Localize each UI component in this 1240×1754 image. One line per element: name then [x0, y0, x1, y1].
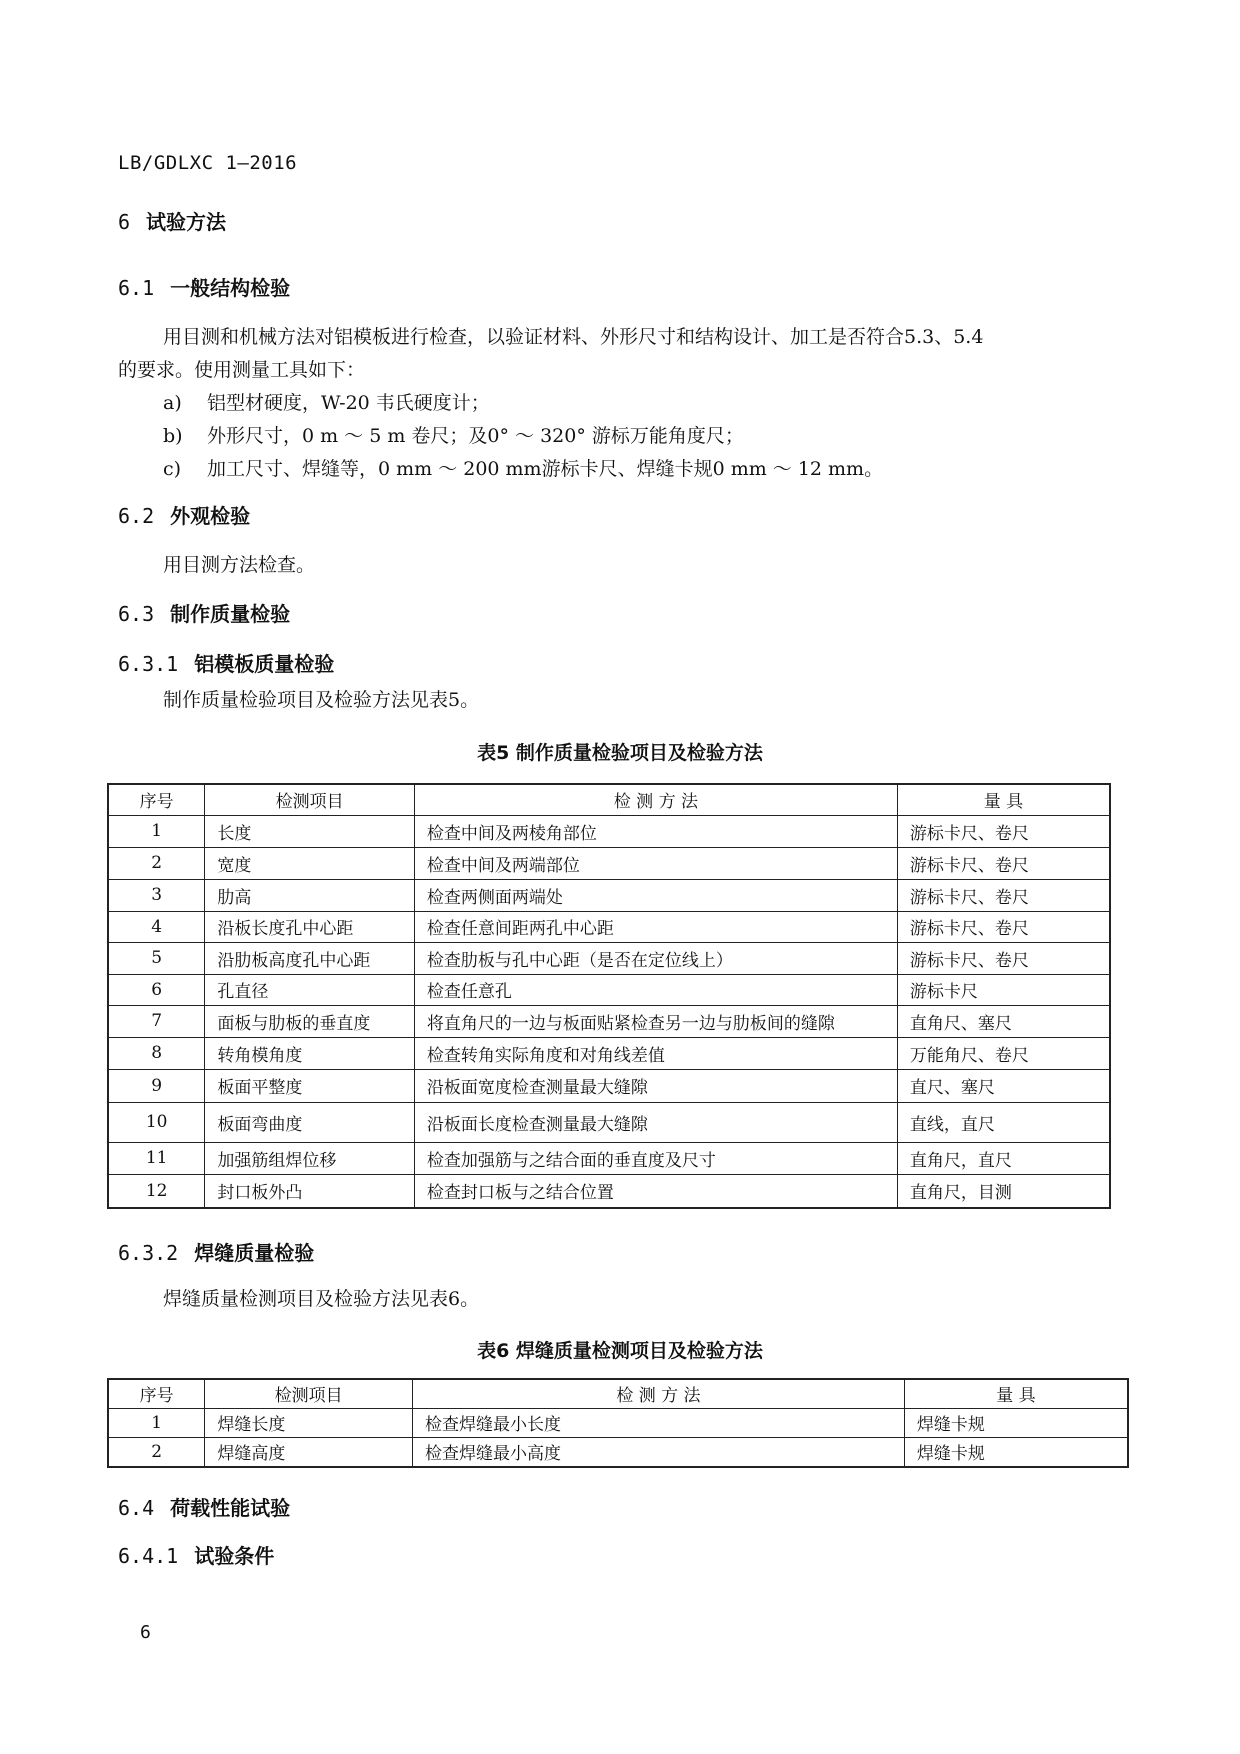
cell-method: 检查两侧面两端处	[414, 879, 897, 911]
section-number: 6.4	[118, 1496, 155, 1520]
cell-tool: 游标卡尺、卷尺	[897, 879, 1110, 911]
cell-item: 封口板外凸	[205, 1174, 415, 1208]
table-row	[108, 1102, 1110, 1142]
cell-index: 6	[108, 974, 205, 1005]
cell-method: 检查加强筋与之结合面的垂直度及尺寸	[414, 1142, 897, 1174]
table-row	[108, 911, 1110, 942]
cell-tool: 直角尺、塞尺	[897, 1005, 1110, 1037]
list-marker: c)	[163, 458, 182, 480]
table5-caption: 表5 制作质量检验项目及检验方法	[477, 742, 763, 764]
section-title: 一般结构检验	[170, 276, 291, 300]
cell-tool: 游标卡尺、卷尺	[897, 942, 1110, 974]
cell-item: 板面平整度	[205, 1069, 415, 1102]
cell-method: 检查中间及两端部位	[414, 847, 897, 879]
cell-index: 9	[108, 1069, 205, 1102]
cell-index: 2	[108, 847, 205, 879]
section-number: 6.3.1	[118, 652, 179, 676]
table-row	[108, 974, 1110, 1005]
section-number: 6.2	[118, 504, 155, 528]
cell-item: 焊缝高度	[205, 1437, 413, 1467]
section-title: 制作质量检验	[170, 602, 291, 626]
section-heading-6-3	[118, 598, 290, 627]
cell-method: 检查中间及两棱角部位	[414, 815, 897, 847]
section-number: 6.4.1	[118, 1544, 179, 1568]
cell-index: 4	[108, 911, 205, 942]
cell-method: 检查转角实际角度和对角线差值	[414, 1037, 897, 1069]
column-header-tool: 量 具	[897, 784, 1110, 815]
paragraph-6-1: 用目测和机械方法对铝模板进行检查，以验证材料、外形尺寸和结构设计、加工是否符合5.3、5.4	[163, 326, 984, 348]
cell-method: 检查焊缝最小长度	[412, 1408, 904, 1437]
cell-tool: 游标卡尺、卷尺	[897, 815, 1110, 847]
table6	[107, 1378, 1129, 1468]
cell-tool: 万能角尺、卷尺	[897, 1037, 1110, 1069]
paragraph-6-2: 用目测方法检查。	[163, 554, 316, 576]
section-number: 6	[118, 210, 131, 234]
cell-item: 宽度	[205, 847, 415, 879]
document-code: LB/GDLXC 1—2016	[118, 152, 298, 174]
column-header-item: 检测项目	[205, 1379, 413, 1408]
table-row	[108, 879, 1110, 911]
cell-index: 5	[108, 942, 205, 974]
table-row	[108, 1408, 1128, 1437]
cell-index: 11	[108, 1142, 205, 1174]
column-header-method: 检 测 方 法	[412, 1379, 904, 1408]
section-title: 试验条件	[194, 1544, 275, 1568]
column-header-index: 序号	[108, 1379, 205, 1408]
list-item	[163, 454, 883, 481]
list-text: 铝型材硬度，W-20 韦氏硬度计；	[207, 392, 490, 414]
section-heading-6-4-1	[118, 1540, 274, 1569]
cell-tool: 游标卡尺、卷尺	[897, 847, 1110, 879]
paragraph-6-3-2: 焊缝质量检测项目及检验方法见表6。	[163, 1288, 480, 1310]
table-row	[108, 1174, 1110, 1208]
paragraph-6-3-1: 制作质量检验项目及检验方法见表5。	[163, 689, 480, 711]
cell-index: 12	[108, 1174, 205, 1208]
table-row	[108, 1142, 1110, 1174]
cell-method: 沿板面长度检查测量最大缝隙	[414, 1102, 897, 1142]
cell-index: 8	[108, 1037, 205, 1069]
page-number: 6	[140, 1622, 151, 1643]
cell-index: 2	[108, 1437, 205, 1467]
section-title: 铝模板质量检验	[194, 652, 335, 676]
cell-index: 1	[108, 1408, 205, 1437]
table-row	[108, 1037, 1110, 1069]
paragraph-6-1-cont: 的要求。使用测量工具如下：	[118, 359, 366, 381]
cell-method: 检查肋板与孔中心距（是否在定位线上）	[414, 942, 897, 974]
list-item	[163, 388, 490, 415]
cell-item: 板面弯曲度	[205, 1102, 415, 1142]
section-number: 6.3	[118, 602, 155, 626]
table-row	[108, 1069, 1110, 1102]
cell-tool: 游标卡尺	[897, 974, 1110, 1005]
column-header-item: 检测项目	[205, 784, 415, 815]
cell-method: 检查任意孔	[414, 974, 897, 1005]
section-heading-6-1	[118, 272, 290, 301]
column-header-tool: 量 具	[904, 1379, 1128, 1408]
cell-index: 7	[108, 1005, 205, 1037]
cell-method: 将直角尺的一边与板面贴紧检查另一边与肋板间的缝隙	[414, 1005, 897, 1037]
table6-caption: 表6 焊缝质量检测项目及检验方法	[477, 1340, 763, 1362]
cell-item: 转角模角度	[205, 1037, 415, 1069]
cell-tool: 焊缝卡规	[904, 1437, 1128, 1467]
cell-tool: 直尺、塞尺	[897, 1069, 1110, 1102]
cell-method: 检查封口板与之结合位置	[414, 1174, 897, 1208]
cell-tool: 游标卡尺、卷尺	[897, 911, 1110, 942]
section-number: 6.1	[118, 276, 155, 300]
cell-index: 10	[108, 1102, 205, 1142]
list-marker: b)	[163, 425, 183, 447]
section-title: 试验方法	[146, 210, 227, 234]
cell-tool: 直角尺，直尺	[897, 1142, 1110, 1174]
list-item	[163, 421, 744, 448]
cell-item: 孔直径	[205, 974, 415, 1005]
list-text: 加工尺寸、焊缝等，0 mm ～ 200 mm游标卡尺、焊缝卡规0 mm ～ 12 mm。	[207, 458, 884, 480]
cell-item: 沿板长度孔中心距	[205, 911, 415, 942]
section-heading-6-3-2	[118, 1237, 314, 1266]
cell-item: 沿肋板高度孔中心距	[205, 942, 415, 974]
cell-index: 3	[108, 879, 205, 911]
cell-item: 面板与肋板的垂直度	[205, 1005, 415, 1037]
section-title: 焊缝质量检验	[194, 1241, 315, 1265]
cell-method: 检查任意间距两孔中心距	[414, 911, 897, 942]
section-title: 外观检验	[170, 504, 251, 528]
table-row	[108, 815, 1110, 847]
section-heading-6-4	[118, 1492, 290, 1521]
table5	[107, 783, 1111, 1209]
cell-method: 沿板面宽度检查测量最大缝隙	[414, 1069, 897, 1102]
section-title: 荷载性能试验	[170, 1496, 291, 1520]
section-heading-6-3-1	[118, 648, 334, 677]
list-marker: a)	[163, 392, 182, 414]
section-number: 6.3.2	[118, 1241, 179, 1265]
table-row	[108, 1005, 1110, 1037]
table-row	[108, 942, 1110, 974]
table-header-row	[108, 1379, 1128, 1408]
cell-tool: 焊缝卡规	[904, 1408, 1128, 1437]
section-heading-6	[118, 206, 226, 235]
list-text: 外形尺寸，0 m ～ 5 m 卷尺；及0° ～ 320° 游标万能角度尺；	[207, 425, 744, 447]
cell-item: 肋高	[205, 879, 415, 911]
table-row	[108, 847, 1110, 879]
cell-item: 长度	[205, 815, 415, 847]
column-header-index: 序号	[108, 784, 205, 815]
cell-index: 1	[108, 815, 205, 847]
cell-item: 焊缝长度	[205, 1408, 413, 1437]
table-header-row	[108, 784, 1110, 815]
cell-tool: 直线，直尺	[897, 1102, 1110, 1142]
cell-method: 检查焊缝最小高度	[412, 1437, 904, 1467]
cell-item: 加强筋组焊位移	[205, 1142, 415, 1174]
section-heading-6-2	[118, 500, 250, 529]
cell-tool: 直角尺，目测	[897, 1174, 1110, 1208]
table-row	[108, 1437, 1128, 1467]
column-header-method: 检 测 方 法	[414, 784, 897, 815]
